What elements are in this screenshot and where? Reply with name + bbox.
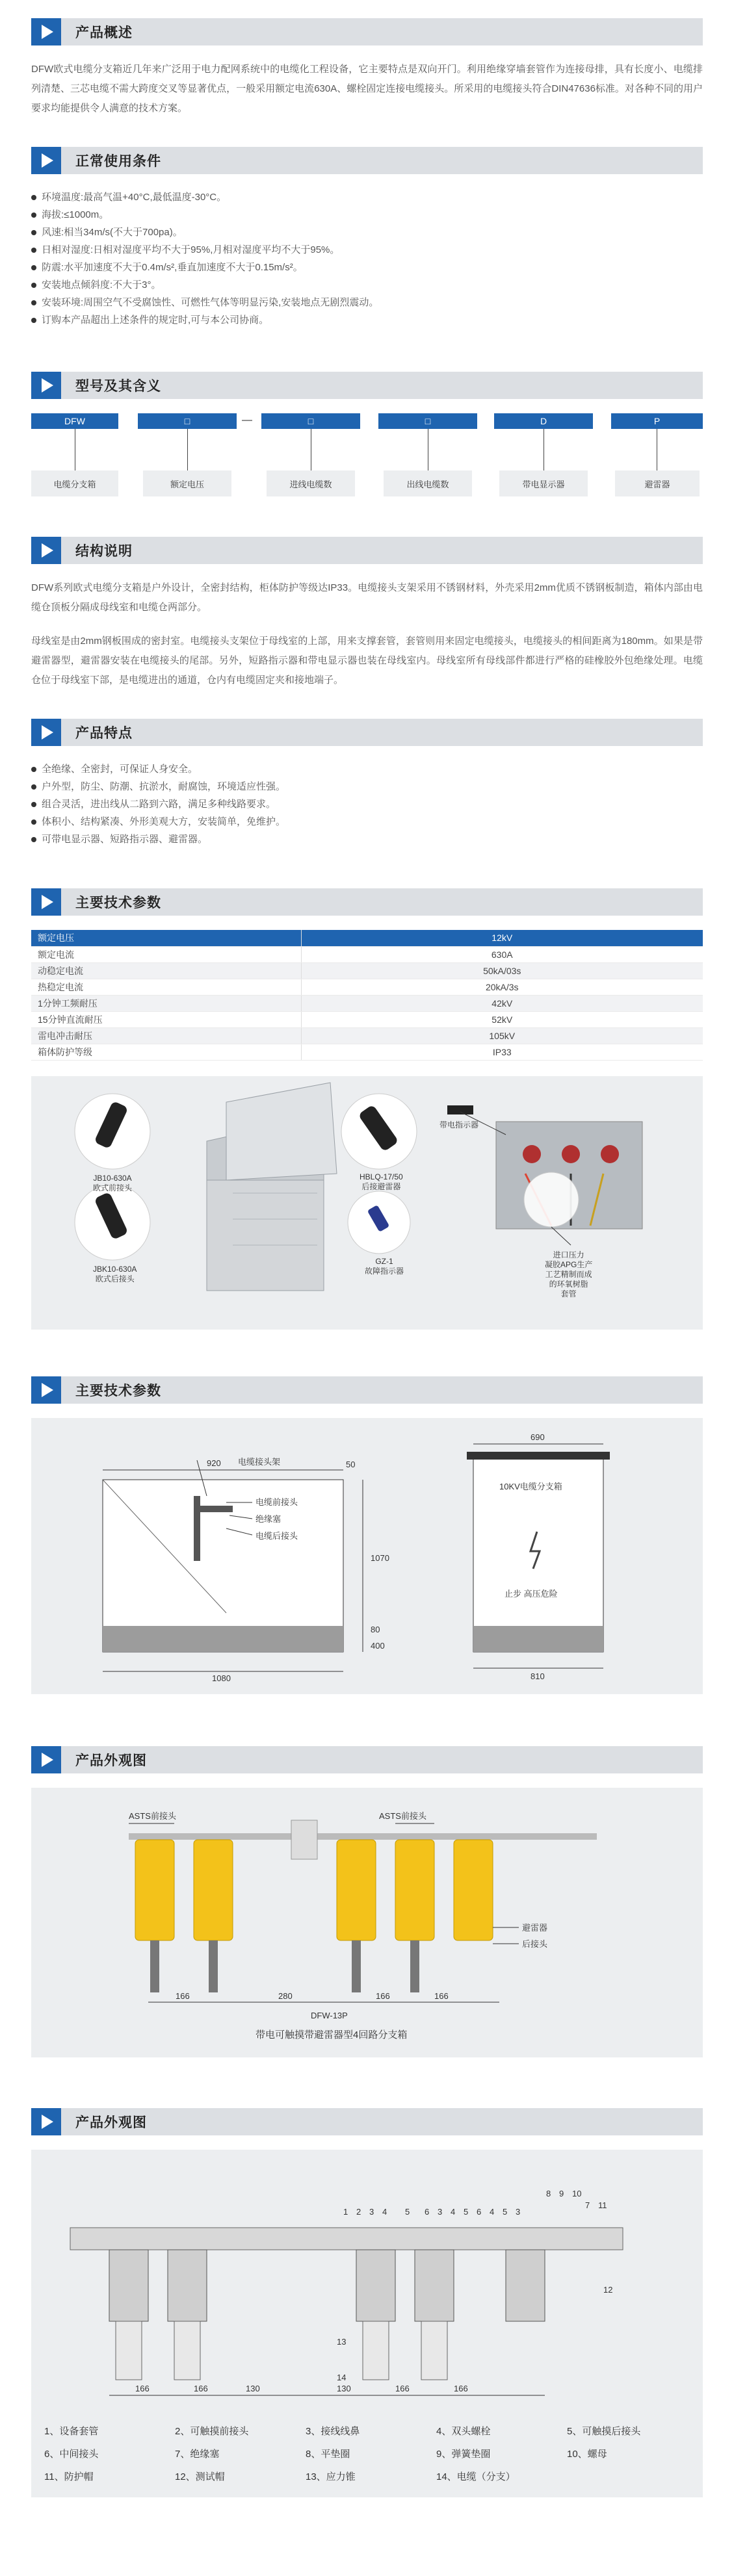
legend-item: 9、弹簧垫圈 <box>436 2448 491 2460</box>
model-dash: — <box>242 415 252 426</box>
spec-table <box>31 930 703 1061</box>
model-meaning: 额定电压 <box>143 470 231 496</box>
section-title: 主要技术参数 <box>75 1383 161 1398</box>
dimension-text: 166 <box>194 2383 208 2393</box>
model-meaning: 出线电缆数 <box>384 470 472 496</box>
part-number: 4 <box>382 2206 387 2217</box>
dimension-text: 166 <box>176 1990 190 2001</box>
play-icon <box>31 147 61 174</box>
list-item: 防震:水平加速度不大于0.4m/s²,垂直加速度不大于0.15m/s²。 <box>31 259 703 276</box>
legend-item: 10、螺母 <box>567 2448 607 2460</box>
drawing-label: 后接头 <box>522 1938 548 1949</box>
model-meaning: 电缆分支箱 <box>31 470 118 496</box>
structure-text-1: DFW系列欧式电缆分支箱是户外设计，全密封结构，柜体防护等级达IP33。电缆接头支架采用不锈钢材料，外壳采用2mm优质不锈钢板制造，箱体内部由电缆仓顶板分隔成母线室和电缆仓两部分。 <box>31 582 703 613</box>
dimension-text: 166 <box>376 1990 390 2001</box>
dimension-text: 400 <box>371 1640 385 1651</box>
list-item: 可带电显示器、短路指示器、避雷器。 <box>31 831 703 848</box>
drawing-label: 10KV电缆分支箱 <box>499 1481 562 1491</box>
section-title: 结构说明 <box>75 544 133 559</box>
table-row: 雷电冲击耐压 105kV <box>31 1027 703 1044</box>
structure-text-2: 母线室是由2mm钢板围成的密封室。电缆接头支架位于母线室的上部，用来支撑套管，套管则用来固定电缆接头，电缆接头的相间距离为180mm。如果是带避雷器型，避雷器安装在电缆接头的尾部。另外，短路指示器和带电显示器也装在母线室内。母线室所有母线部件都进行严格的硅橡胶外包绝缘处理。电缆仓位于母线室下部，是电缆进出的通道，仓内有电缆固定夹和接地端子。 <box>31 636 703 686</box>
dimension-drawing-panel <box>31 1418 703 1694</box>
section-header-conditions <box>31 147 703 174</box>
dimension-text: 166 <box>454 2383 468 2393</box>
play-icon <box>31 372 61 399</box>
list-item: 组合灵活，进出线从二路到六路，满足多种线路要求。 <box>31 795 703 813</box>
legend-item: 1、设备套管 <box>44 2425 99 2437</box>
part-number: 3 <box>516 2206 521 2217</box>
part-number: 9 <box>559 2188 564 2198</box>
dimension-text: 50 <box>346 1459 356 1469</box>
photo-label: 带电指示器 <box>439 1120 479 1129</box>
list-item: 环境温度:最高气温+40°C,最低温度-30°C。 <box>31 188 703 206</box>
part-number: 4 <box>451 2206 456 2217</box>
section-title: 产品特点 <box>75 726 133 741</box>
part-number: 2 <box>356 2206 361 2217</box>
legend-item: 5、可触摸后接头 <box>567 2425 641 2437</box>
list-item: 户外型，防尘、防潮、抗淤水，耐腐蚀，环境适应性强。 <box>31 778 703 795</box>
outline-drawing-1 <box>31 1788 703 2057</box>
part-number: 11 <box>598 2200 607 2210</box>
table-row: 1分钟工频耐压 42kV <box>31 995 703 1011</box>
cabinet-photo <box>31 1076 703 1330</box>
table-row: 箱体防护等级 IP33 <box>31 1044 703 1060</box>
dimension-text: 690 <box>531 1432 545 1442</box>
section-title: 产品外观图 <box>75 2115 147 2130</box>
product-photo-panel <box>31 1076 703 1330</box>
drawing-label: ASTS前接头 <box>129 1810 176 1821</box>
legend-item: 12、测试帽 <box>175 2471 225 2482</box>
part-number: 4 <box>490 2206 495 2217</box>
part-number: 13 <box>337 2336 347 2347</box>
parts-legend <box>31 2416 703 2483</box>
dimension-drawing <box>31 1418 703 1694</box>
section-header-outline-1 <box>31 1746 703 1773</box>
dimension-text: 166 <box>135 2383 150 2393</box>
photo-label: HBLQ-17/50 后接避雷器 <box>360 1172 403 1191</box>
model-meaning: 进线电缆数 <box>267 470 355 496</box>
outline-drawing-2 <box>31 2150 703 2413</box>
dimension-text: 130 <box>246 2383 260 2393</box>
drawing-label: 绝缘塞 <box>256 1513 282 1524</box>
dimension-text: 80 <box>371 1624 380 1634</box>
part-number: 3 <box>438 2206 443 2217</box>
drawing-label: 电缆前接头 <box>256 1497 298 1507</box>
photo-label: GZ-1 故障指示器 <box>365 1256 404 1276</box>
drawing-label: ASTS前接头 <box>379 1810 426 1821</box>
drawing-caption: 带电可触摸带避雷器型4回路分支箱 <box>256 2029 408 2041</box>
part-number: 10 <box>572 2188 582 2198</box>
section-title: 型号及其含义 <box>75 379 161 394</box>
dimension-text: 166 <box>395 2383 410 2393</box>
section-header-features <box>31 719 703 746</box>
part-number: 7 <box>585 2200 590 2210</box>
photo-label: JBK10-630A 欧式后接头 <box>93 1264 137 1283</box>
conditions-list <box>31 188 703 329</box>
drawing-label: DFW-13P <box>311 2010 348 2020</box>
list-item: 日相对湿度:日相对湿度平均不大于95%,月相对湿度平均不大于95%。 <box>31 241 703 259</box>
dimension-text: 810 <box>531 1671 545 1681</box>
drawing-label: 电缆接头架 <box>238 1456 281 1467</box>
section-header-tech-drawing <box>31 1376 703 1404</box>
section-title: 主要技术参数 <box>75 895 161 910</box>
play-icon <box>31 1376 61 1404</box>
legend-item: 11、防护帽 <box>44 2471 94 2482</box>
part-number: 6 <box>425 2206 430 2217</box>
table-row: 额定电流 630A <box>31 946 703 962</box>
section-title: 产品概述 <box>75 25 133 40</box>
legend-item: 2、可触摸前接头 <box>175 2425 249 2437</box>
section-title: 正常使用条件 <box>75 154 161 169</box>
dimension-text: 1070 <box>371 1552 389 1563</box>
legend-item: 8、平垫圈 <box>306 2448 350 2460</box>
model-code: D <box>494 413 593 429</box>
part-number: 14 <box>337 2372 347 2382</box>
drawing-label: 避雷器 <box>522 1922 548 1933</box>
part-number: 5 <box>464 2206 469 2217</box>
table-row: 额定电压 12kV <box>31 930 703 946</box>
section-title: 产品外观图 <box>75 1753 147 1768</box>
legend-item: 4、双头螺栓 <box>436 2425 491 2437</box>
overview-text: DFW欧式电缆分支箱近几年来广泛用于电力配网系统中的电缆化工程设备，它主要特点是双向开门。利用绝缘穿墙套管作为连接母排，具有长度小、电缆排列清楚、三芯电缆不需大跨度交叉等显著优点，一般采用额定电流630A、螺栓固定连接电缆接头。所采用的电缆接头符合DIN47636标准。对各种不同的用户要求均能提供令人满意的技术方案。 <box>31 64 703 114</box>
legend-item: 14、电缆（分支） <box>436 2471 516 2482</box>
legend-item: 13、应力锥 <box>306 2471 356 2482</box>
play-icon <box>31 537 61 564</box>
table-row: 15分钟直流耐压 52kV <box>31 1011 703 1027</box>
section-header-model <box>31 372 703 399</box>
part-number: 12 <box>603 2284 613 2295</box>
section-header-overview <box>31 18 703 45</box>
photo-label: JB10-630A 欧式前接头 <box>93 1173 133 1192</box>
model-meaning: 带电显示器 <box>499 470 588 496</box>
part-number: 5 <box>405 2206 410 2217</box>
part-number: 6 <box>477 2206 482 2217</box>
dimension-text: 280 <box>278 1990 293 2001</box>
model-meaning: 避雷器 <box>615 470 700 496</box>
list-item: 安装环境:周围空气不受腐蚀性、可燃性气体等明显污染,安装地点无剧烈震动。 <box>31 294 703 311</box>
dimension-text: 1080 <box>212 1673 231 1683</box>
play-icon <box>31 2108 61 2135</box>
list-item: 风速:相当34m/s(不大于700pa)。 <box>31 224 703 241</box>
play-icon <box>31 1746 61 1773</box>
section-header-outline-2 <box>31 2108 703 2135</box>
part-number: 1 <box>343 2206 348 2217</box>
list-item: 体积小、结构紧凑、外形美观大方，安装简单，免维护。 <box>31 813 703 831</box>
outline-drawing-panel-1 <box>31 1788 703 2057</box>
model-diagram <box>31 413 703 517</box>
play-icon <box>31 719 61 746</box>
list-item: 全绝缘、全密封，可保证人身安全。 <box>31 760 703 778</box>
section-header-tech <box>31 888 703 916</box>
list-item: 安装地点倾斜度:不大于3°。 <box>31 276 703 294</box>
dimension-text: 130 <box>337 2383 351 2393</box>
model-code: □ <box>261 413 360 429</box>
play-icon <box>31 18 61 45</box>
play-icon <box>31 888 61 916</box>
table-row: 热稳定电流 20kA/3s <box>31 979 703 995</box>
part-number: 5 <box>503 2206 508 2217</box>
outline-drawing-panel-2 <box>31 2150 703 2497</box>
section-header-structure <box>31 537 703 564</box>
legend-item: 7、绝缘塞 <box>175 2448 220 2460</box>
part-number: 8 <box>546 2188 551 2198</box>
part-number: 3 <box>369 2206 374 2217</box>
legend-item: 6、中间接头 <box>44 2448 99 2460</box>
list-item: 海拔:≤1000m。 <box>31 206 703 224</box>
legend-item: 3、接线线鼻 <box>306 2425 360 2437</box>
model-code: P <box>611 413 703 429</box>
dimension-text: 920 <box>207 1458 221 1468</box>
dimension-text: 166 <box>434 1990 449 2001</box>
model-code: □ <box>138 413 237 429</box>
list-item: 订购本产品超出上述条件的规定时,可与本公司协商。 <box>31 311 703 329</box>
model-code: □ <box>378 413 477 429</box>
table-row: 动稳定电流 50kA/03s <box>31 962 703 979</box>
photo-label: 进口压力 凝胶APG生产 工艺精制而成 的环氧树脂 套管 <box>545 1250 593 1298</box>
model-code: DFW <box>31 413 118 429</box>
drawing-label: 电缆后接头 <box>256 1530 298 1541</box>
features-list <box>31 760 703 848</box>
drawing-label: 止步 高压危险 <box>505 1588 558 1599</box>
